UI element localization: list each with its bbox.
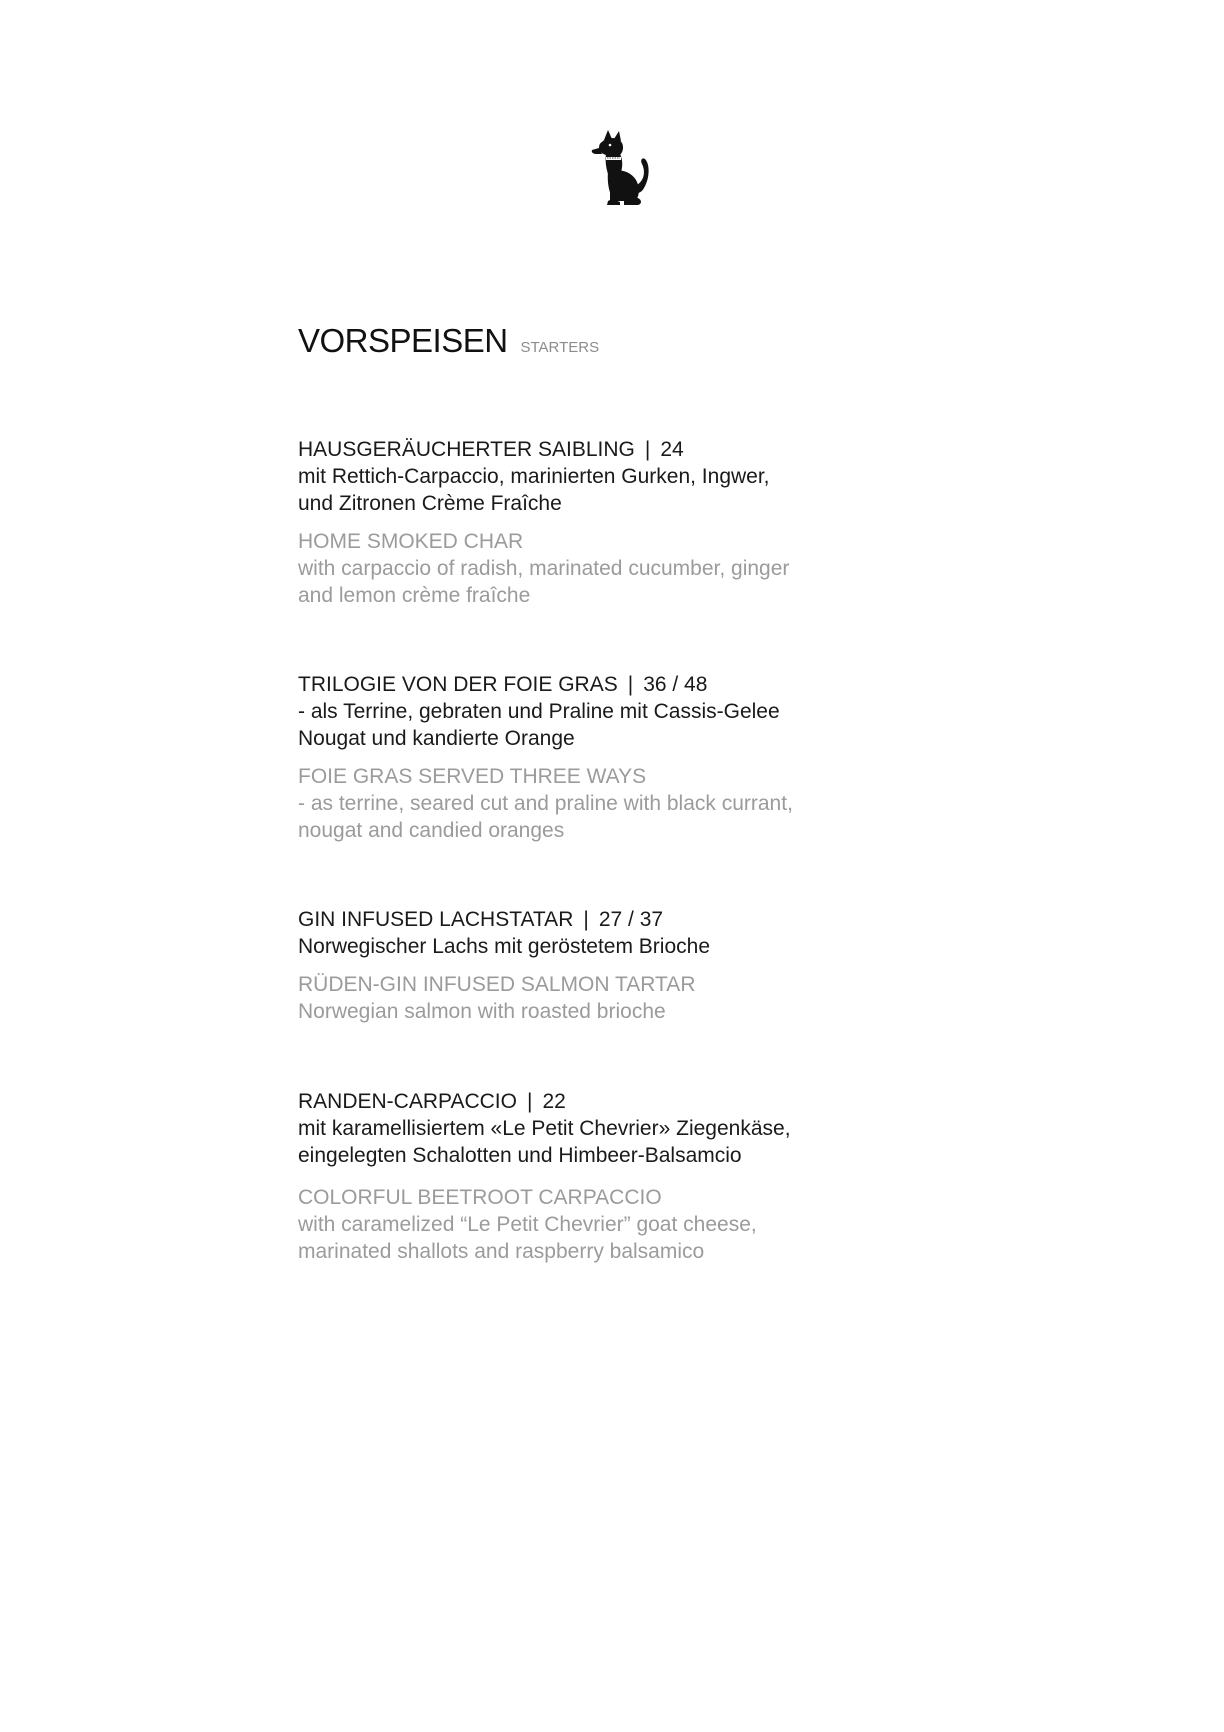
dish-description-en: Norwegian salmon with roasted brioche bbox=[298, 1000, 666, 1023]
dish-name-en: COLORFUL BEETROOT CARPACCIO bbox=[298, 1186, 662, 1209]
dish-name-en: RÜDEN-GIN INFUSED SALMON TARTAR bbox=[298, 973, 696, 996]
dish-price: 24 bbox=[660, 438, 684, 461]
dish-name-en: HOME SMOKED CHAR bbox=[298, 530, 524, 553]
dish-name-en: FOIE GRAS SERVED THREE WAYS bbox=[298, 765, 647, 788]
dish-description-en: - as terrine, seared cut and praline with black currant, bbox=[298, 792, 793, 815]
dish-description-de: - als Terrine, gebraten und Praline mit Cassis-Gelee bbox=[298, 700, 780, 723]
dish-heading bbox=[298, 906, 918, 933]
dish-name-de: GIN INFUSED LACHSTATAR bbox=[298, 908, 574, 931]
dish-description-de: Nougat und kandierte Orange bbox=[298, 727, 575, 750]
dish-price: 36 / 48 bbox=[643, 673, 708, 696]
dish-description-en: with caramelized “Le Petit Chevrier” goat cheese, bbox=[298, 1213, 757, 1236]
dish-heading bbox=[298, 1088, 918, 1115]
dish-description-en: with carpaccio of radish, marinated cucumber, ginger bbox=[298, 557, 790, 580]
dish-heading bbox=[298, 436, 918, 463]
dish-name-de: HAUSGERÄUCHERTER SAIBLING bbox=[298, 438, 635, 461]
price-separator: | bbox=[526, 1090, 533, 1113]
section-title-de: VORSPEISEN bbox=[298, 322, 508, 359]
price-separator: | bbox=[627, 673, 634, 696]
dish-name-de: TRILOGIE VON DER FOIE GRAS bbox=[298, 673, 618, 696]
dish-description-de: eingelegten Schalotten und Himbeer-Balsamcio bbox=[298, 1144, 742, 1167]
section-title-en: STARTERS bbox=[520, 339, 600, 356]
dish-description-en: and lemon crème fraîche bbox=[298, 584, 531, 607]
dish-english-block bbox=[298, 763, 918, 844]
dish-description-de: mit karamellisiertem «Le Petit Chevrier» Ziegenkäse, bbox=[298, 1117, 791, 1140]
dish-heading bbox=[298, 671, 918, 698]
heraldic-dog-icon bbox=[590, 130, 654, 210]
dish-description-en: marinated shallots and raspberry balsamico bbox=[298, 1240, 705, 1263]
dish-english-block bbox=[298, 1184, 918, 1265]
dish-price: 27 / 37 bbox=[598, 908, 664, 931]
dish-english-block bbox=[298, 528, 918, 609]
dish-price: 22 bbox=[542, 1090, 566, 1113]
price-separator: | bbox=[583, 908, 589, 931]
section-title bbox=[298, 322, 599, 360]
dish-english-block bbox=[298, 971, 918, 1025]
menu-item bbox=[298, 671, 918, 844]
menu-item bbox=[298, 906, 918, 1025]
dish-name-de: RANDEN-CARPACCIO bbox=[298, 1090, 517, 1113]
price-separator: | bbox=[644, 438, 651, 461]
menu-item bbox=[298, 436, 918, 609]
dish-description-de: Norwegischer Lachs mit geröstetem Brioche bbox=[298, 935, 711, 958]
menu-item bbox=[298, 1088, 918, 1265]
dish-description-en: nougat and candied oranges bbox=[298, 819, 565, 842]
dish-description-de: mit Rettich-Carpaccio, marinierten Gurken, Ingwer, bbox=[298, 465, 770, 488]
dish-description-de: und Zitronen Crème Fraîche bbox=[298, 492, 562, 515]
